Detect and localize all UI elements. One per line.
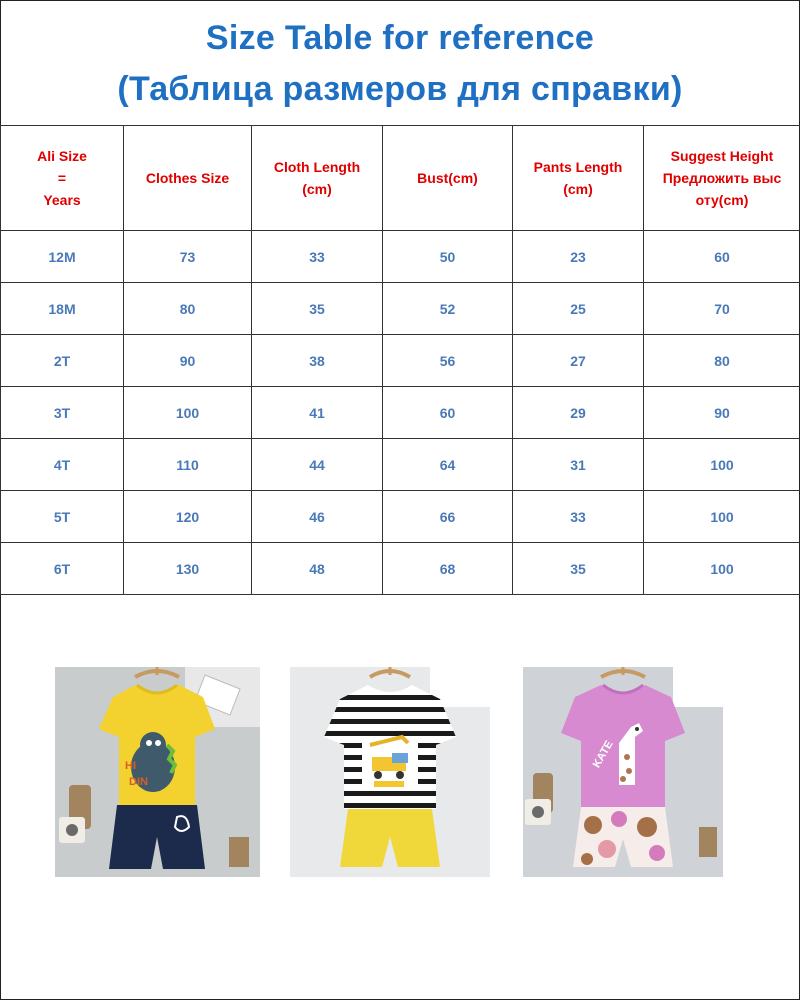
cell-cloth-length: 41 [252, 387, 383, 439]
cell-suggest-height: 100 [644, 491, 800, 543]
cell-bust: 68 [383, 543, 513, 595]
table-row [1, 491, 800, 543]
table-row [1, 387, 800, 439]
cell-suggest-height: 100 [644, 439, 800, 491]
cell-pants-length: 31 [513, 439, 644, 491]
cell-pants-length: 23 [513, 231, 644, 283]
cell-ali-size: 6T [1, 543, 124, 595]
cell-clothes-size: 80 [124, 283, 252, 335]
cell-bust: 56 [383, 335, 513, 387]
table-header-row [1, 126, 800, 231]
page-title: Size Table for reference [205, 19, 595, 57]
cell-suggest-height: 70 [644, 283, 800, 335]
table-row [1, 543, 800, 595]
cell-clothes-size: 90 [124, 335, 252, 387]
svg-text:KATE: KATE [590, 738, 616, 770]
cell-ali-size: 3T [1, 387, 124, 439]
column-header-line: Ali Size [37, 148, 87, 164]
cell-suggest-height: 90 [644, 387, 800, 439]
cell-bust: 60 [383, 387, 513, 439]
column-header-pants-length [513, 126, 644, 231]
column-header-line: Pants Length [533, 159, 623, 175]
cell-bust: 50 [383, 231, 513, 283]
cell-pants-length: 33 [513, 491, 644, 543]
column-header-line: Cloth Length [273, 159, 361, 175]
cell-clothes-size: 120 [124, 491, 252, 543]
column-header-line: Suggest Height [670, 148, 774, 164]
cell-suggest-height: 100 [644, 543, 800, 595]
cell-cloth-length: 35 [252, 283, 383, 335]
cell-cloth-length: 38 [252, 335, 383, 387]
cell-cloth-length: 46 [252, 491, 383, 543]
column-header-line: Предложить выс [662, 170, 782, 186]
product-photo-truck-set [290, 667, 490, 877]
cell-bust: 64 [383, 439, 513, 491]
column-header-line: (cm) [563, 181, 593, 197]
cell-ali-size: 4T [1, 439, 124, 491]
cell-cloth-length: 44 [252, 439, 383, 491]
product-photo-giraffe-set [523, 667, 723, 877]
svg-text:DIN: DIN [129, 776, 148, 788]
cell-ali-size: 12M [1, 231, 124, 283]
column-header-line: = [57, 170, 67, 186]
cell-clothes-size: 73 [124, 231, 252, 283]
column-header-bust [383, 126, 513, 231]
cell-pants-length: 27 [513, 335, 644, 387]
table-row [1, 283, 800, 335]
product-photo-dino-set [55, 667, 260, 877]
table-row [1, 231, 800, 283]
page-subtitle: (Таблица размеров для справки) [117, 70, 683, 108]
column-header-ali-size [1, 126, 124, 231]
column-header-line: Bust(cm) [417, 170, 478, 186]
cell-ali-size: 2T [1, 335, 124, 387]
column-header-cloth-length [252, 126, 383, 231]
cell-clothes-size: 110 [124, 439, 252, 491]
cell-cloth-length: 33 [252, 231, 383, 283]
column-header-clothes-size [124, 126, 252, 231]
page-header [0, 0, 800, 125]
cell-pants-length: 29 [513, 387, 644, 439]
cell-cloth-length: 48 [252, 543, 383, 595]
table-row [1, 335, 800, 387]
cell-bust: 52 [383, 283, 513, 335]
cell-pants-length: 25 [513, 283, 644, 335]
column-header-suggest-height [644, 126, 800, 231]
column-header-line: оту(cm) [695, 192, 749, 208]
cell-ali-size: 18M [1, 283, 124, 335]
cell-ali-size: 5T [1, 491, 124, 543]
cell-pants-length: 35 [513, 543, 644, 595]
cell-suggest-height: 60 [644, 231, 800, 283]
cell-clothes-size: 100 [124, 387, 252, 439]
cell-clothes-size: 130 [124, 543, 252, 595]
table-body [1, 231, 800, 595]
column-header-line: (cm) [302, 181, 332, 197]
svg-text:HI: HI [125, 760, 136, 772]
column-header-line: Clothes Size [145, 170, 230, 186]
size-table [0, 125, 800, 595]
cell-bust: 66 [383, 491, 513, 543]
column-header-line: Years [43, 192, 81, 208]
table-row [1, 439, 800, 491]
product-photos [0, 605, 800, 1000]
cell-suggest-height: 80 [644, 335, 800, 387]
